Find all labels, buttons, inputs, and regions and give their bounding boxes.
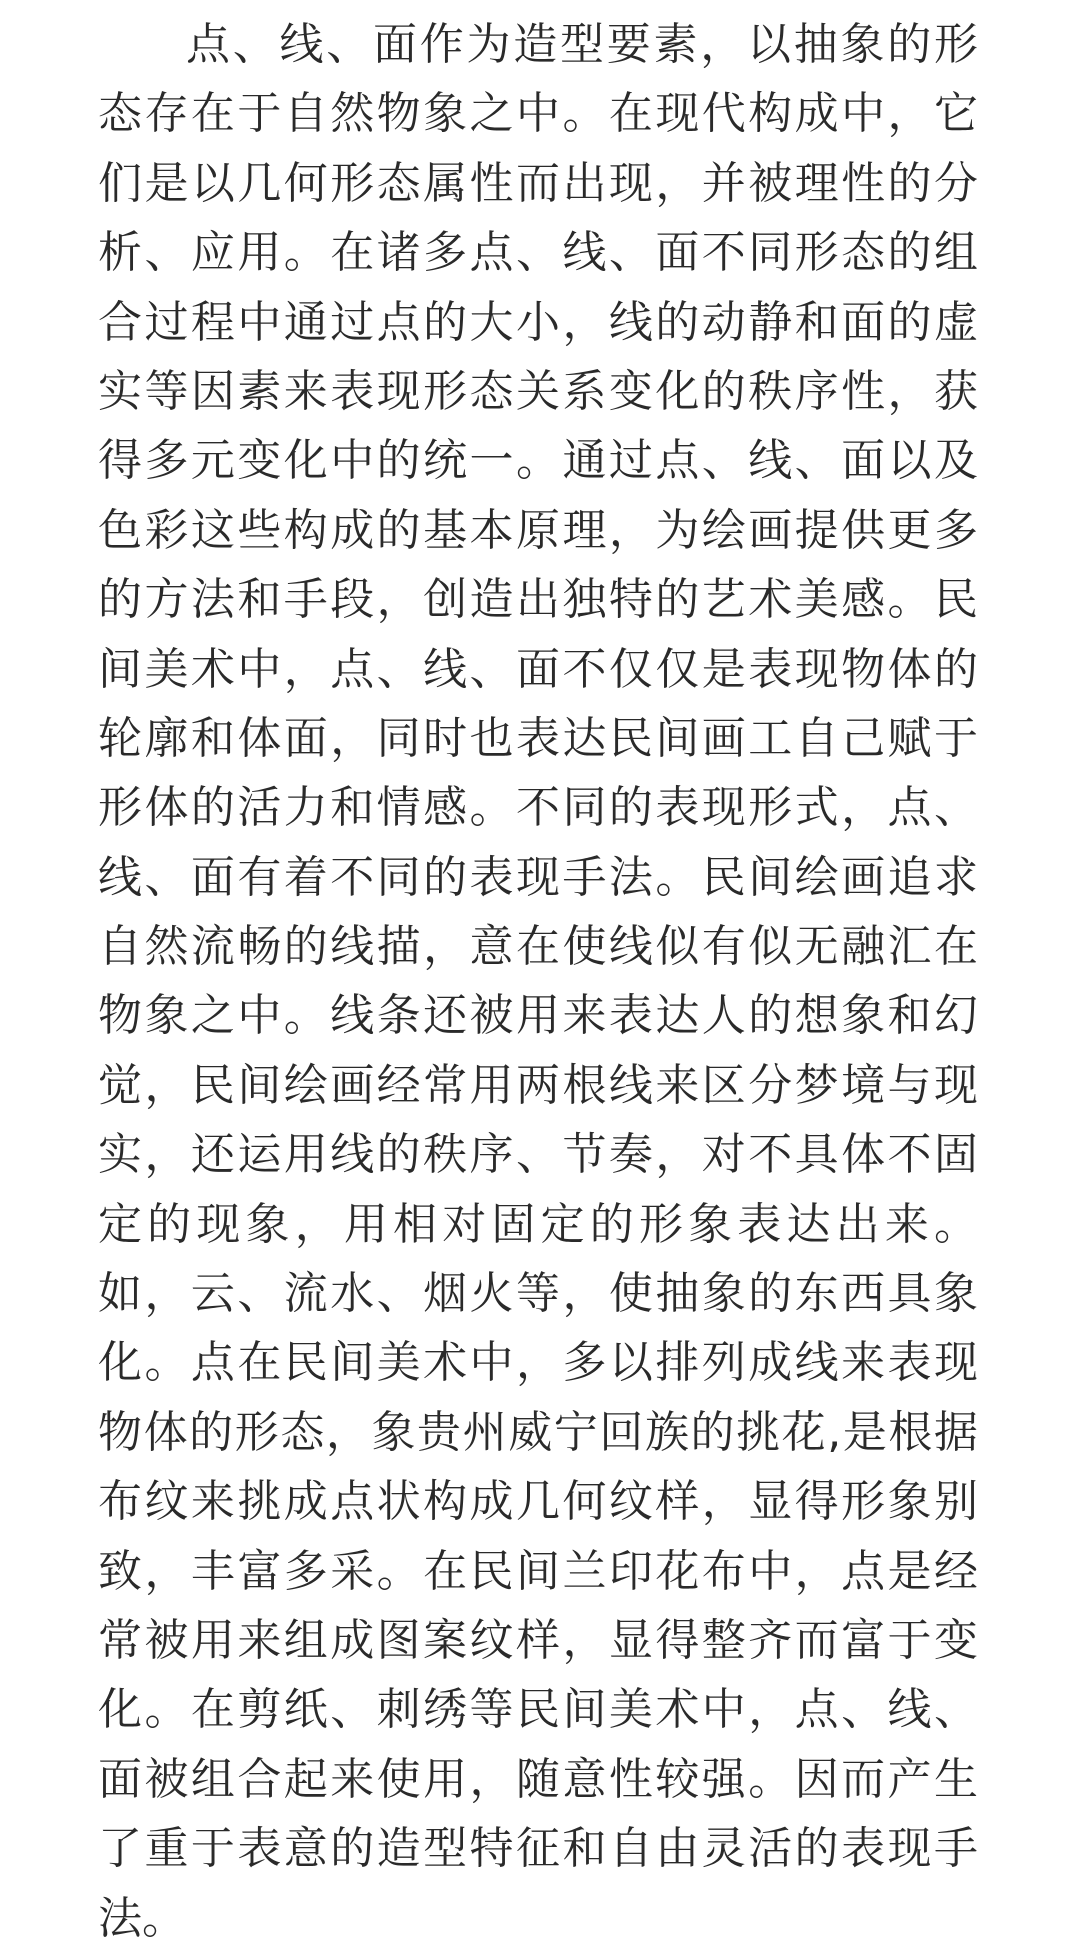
text-line: 化。点在民间美术中，多以排列成线来表现 bbox=[98, 1337, 978, 1389]
text-line: 化。在剪纸、刺绣等民间美术中，点、线、 bbox=[98, 1684, 978, 1736]
text-line: 色彩这些构成的基本原理，为绘画提供更多 bbox=[98, 504, 978, 556]
text-line: 如，云、流水、烟火等，使抽象的东西具象 bbox=[98, 1268, 978, 1320]
text-line: 觉，民间绘画经常用两根线来区分梦境与现 bbox=[98, 1059, 978, 1111]
text-line: 点、线、面作为造型要素，以抽象的形 bbox=[186, 19, 978, 70]
text-line: 得多元变化中的统一。通过点、线、面以及 bbox=[98, 435, 978, 487]
text-line: 物象之中。线条还被用来表达人的想象和幻 bbox=[98, 990, 978, 1042]
text-line: 常被用来组成图案纹样，显得整齐而富于变 bbox=[98, 1614, 978, 1666]
text-line: 布纹来挑成点状构成几何纹样，显得形象别 bbox=[98, 1476, 978, 1528]
article-body bbox=[98, 10, 978, 1953]
text-line: 法。 bbox=[98, 1892, 186, 1944]
text-line: 实，还运用线的秩序、节奏，对不具体不固 bbox=[98, 1129, 978, 1181]
text-line: 的方法和手段，创造出独特的艺术美感。民 bbox=[98, 574, 978, 626]
text-line: 实等因素来表现形态关系变化的秩序性，获 bbox=[98, 365, 978, 417]
text-line: 物体的形态，象贵州威宁回族的挑花,是根据 bbox=[98, 1406, 978, 1458]
text-line: 态存在于自然物象之中。在现代构成中，它 bbox=[98, 88, 978, 140]
text-line: 间美术中，点、线、面不仅仅是表现物体的 bbox=[98, 643, 978, 695]
text-line: 合过程中通过点的大小，线的动静和面的虚 bbox=[98, 296, 978, 348]
text-line: 析、应用。在诸多点、线、面不同形态的组 bbox=[98, 227, 978, 279]
text-line: 面被组合起来使用，随意性较强。因而产生 bbox=[98, 1753, 978, 1805]
text-line: 了重于表意的造型特征和自由灵活的表现手 bbox=[98, 1823, 978, 1875]
text-line: 定的现象，用相对固定的形象表达出来。 bbox=[98, 1198, 978, 1250]
text-line: 自然流畅的线描，意在使线似有似无融汇在 bbox=[98, 921, 978, 973]
text-line: 形体的活力和情感。不同的表现形式，点、 bbox=[98, 782, 978, 834]
text-line: 们是以几何形态属性而出现，并被理性的分 bbox=[98, 157, 978, 209]
text-line: 轮廓和体面，同时也表达民间画工自己赋于 bbox=[98, 712, 978, 764]
text-line: 致，丰富多采。在民间兰印花布中，点是经 bbox=[98, 1545, 978, 1597]
text-line: 线、面有着不同的表现手法。民间绘画追求 bbox=[98, 851, 978, 903]
